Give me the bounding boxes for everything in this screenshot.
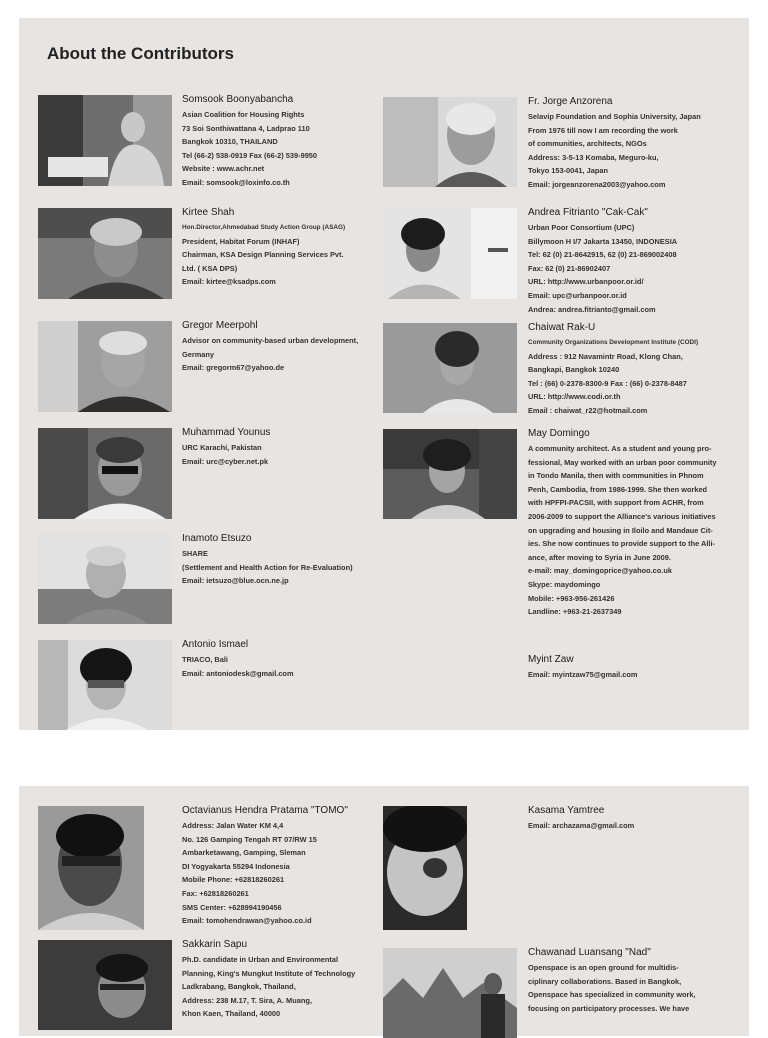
contributor-line: ies. She now continues to provide support to the Alli- [528, 539, 715, 549]
contributor-line: 73 Soi Sonthiwattana 4, Ladprao 110 [182, 123, 310, 133]
contributor-line: TRIACO, Bali [182, 655, 228, 664]
contributor-line: President, Habitat Forum (INHAF) [182, 236, 300, 246]
contributor-photo-may [383, 429, 517, 519]
contributor-line: URC Karachi, Pakistan [182, 443, 262, 452]
contributor-line: Address: 3-5-13 Komaba, Meguro-ku, [528, 152, 659, 162]
contributor-info [528, 655, 728, 682]
contributor-photo-andrea [383, 208, 517, 299]
contributor-line: Fax: +62818260261 [182, 888, 249, 898]
contributor-line: A community architect. As a student and young pro- [528, 444, 712, 453]
contributor-line: DI Yogyakarta 55294 Indonesia [182, 861, 290, 871]
contributor-name: Chawanad Luansang "Nad" [528, 947, 651, 958]
contributor-photo-kirtee [38, 208, 172, 299]
contributor-photo-anzorena [383, 97, 517, 187]
contributor-line: Address: 238 M.17, T. Sira, A. Muang, [182, 995, 312, 1005]
contributor-name: Somsook Boonyabancha [182, 94, 294, 105]
contributor-line: Khon Kaen, Thailand, 40000 [182, 1009, 281, 1019]
contributor-contact: Skype: maydomingo [528, 579, 601, 589]
contributor-line: Website : www.achr.net [182, 164, 265, 174]
contributor-photo-gregor [38, 321, 172, 412]
contributor-line: Planning, King's Mungkut Institute of Technology [182, 968, 356, 978]
contributor-photo-kasama [383, 806, 467, 930]
contributor-info [182, 95, 382, 190]
contributor-line: Bangkok 10310, THAILAND [182, 137, 278, 147]
contributor-line: Billymoon H I/7 Jakarta 13450, INDONESIA [528, 236, 678, 246]
contributor-photo-antonio [38, 640, 172, 730]
contributor-line: Community Organizations Development Institute (CODI) [528, 339, 699, 346]
contributor-line: Asian Coalition for Housing Rights [182, 110, 305, 119]
contributor-info [182, 940, 373, 1021]
contributor-line: Tel (66-2) 538-0919 Fax (66-2) 539-9950 [182, 150, 318, 160]
contributor-line: on upgrading and housing in Iloilo and Mandaue Cit- [528, 525, 713, 535]
contributor-line: Email: archazama@gmail.com [528, 821, 635, 830]
contributor-name: Chaiwat Rak-U [528, 322, 596, 333]
contributor-name: May Domingo [528, 428, 590, 439]
contributor-photo-younus [38, 428, 172, 519]
contributors-panel-continued [19, 786, 749, 1036]
contributor-line: No. 126 Gamping Tengah RT 07/RW 15 [182, 834, 317, 844]
contributor-name: Antonio Ismael [182, 639, 249, 650]
contributor-line: Address: Jalan Water KM 4,4 [182, 821, 284, 830]
contributor-line: Mobile Phone: +62818260261 [182, 875, 285, 885]
contributor-line: Hon.Director,Ahmedabad Study Action Group (ASAG) [182, 224, 346, 231]
contributor-line: Email: upc@urbanpoor.or.id [528, 290, 627, 300]
contributor-line: Tokyo 153-0041, Japan [528, 166, 608, 176]
contributor-info [182, 534, 387, 588]
contributor-line: focusing on participatory processes. We have [528, 1003, 690, 1013]
contributor-line: Advisor on community-based urban development, [182, 336, 359, 345]
contributor-line: Tel : (66) 0-2378-8300-9 Fax : (66) 0-2378-8487 [528, 378, 687, 388]
contributor-name: Gregor Meerpohl [182, 320, 258, 331]
contributor-line: URL: http://www.urbanpoor.or.id/ [528, 277, 644, 287]
contributor-name: Andrea Fitrianto "Cak-Cak" [528, 207, 648, 218]
contributor-photo-sakkarin [38, 940, 172, 1030]
contributor-line: Selavip Foundation and Sophia University, Japan [528, 112, 701, 121]
contributor-line: Ambarketawang, Gamping, Sleman [182, 848, 306, 858]
contributor-info [182, 806, 382, 928]
contributor-line: Email: myintzaw75@gmail.com [528, 670, 638, 679]
contributor-contact: e-mail: may_domingoprice@yahoo.co.uk [528, 566, 672, 576]
contributor-line: Email: urc@cyber.net.pk [182, 456, 269, 466]
contributor-line: SHARE [182, 549, 208, 558]
contributor-line: Email: somsook@loxinfo.co.th [182, 177, 290, 187]
contributor-line: Email: gregorm67@yahoo.de [182, 363, 285, 373]
contributor-line: ance, after moving to Syria in June 2009. [528, 552, 671, 562]
contributor-line: ciplinary collaborations. Based in Bangkok, [528, 976, 682, 986]
contributor-line: fessional, May worked with an urban poor community [528, 457, 717, 467]
contributor-line: Address : 912 Navamintr Road, Klong Chan, [528, 351, 683, 361]
section-title: About the Contributors [47, 44, 234, 63]
contributor-name: Octavianus Hendra Pratama "TOMO" [182, 805, 348, 816]
contributor-line: Email: tomohendrawan@yahoo.co.id [182, 916, 312, 926]
contributor-contact: Landline: +963-21-2637349 [528, 607, 622, 617]
contributor-name: Inamoto Etsuzo [182, 533, 252, 544]
contributor-photo-chaiwat [383, 323, 517, 413]
contributor-line: Penh, Cambodia, from 1986-1999. She then worked [528, 484, 708, 494]
contributor-name: Kasama Yamtree [528, 805, 605, 816]
contributor-name: Fr. Jorge Anzorena [528, 96, 613, 107]
contributor-line: Bangkapi, Bangkok 10240 [528, 365, 620, 375]
contributor-line: Tel: 62 (0) 21-8642915, 62 (0) 21-869002408 [528, 250, 677, 260]
contributor-info [528, 208, 743, 316]
contributor-info [528, 806, 728, 833]
contributor-photo-somsook [38, 95, 172, 186]
contributor-name: Sakkarin Sapu [182, 939, 248, 950]
contributor-name: Kirtee Shah [182, 207, 235, 218]
contributor-info [182, 640, 382, 680]
contributor-info [528, 948, 719, 1015]
contributor-line: Email: antoniodesk@gmail.com [182, 668, 294, 678]
contributor-info [182, 208, 382, 289]
contributor-line: Email: kirtee@ksadps.com [182, 277, 276, 287]
contributor-info [182, 428, 382, 468]
contributor-line: Ladkrabang, Bangkok, Thailand, [182, 982, 296, 992]
contributor-photo-inamoto [38, 534, 172, 624]
contributor-line: 2006-2009 to support the Alliance's various initiatives [528, 511, 716, 521]
contributor-line: Chairman, KSA Design Planning Services Pvt. [182, 250, 344, 260]
contributor-info [528, 97, 743, 192]
contributor-info [528, 429, 719, 619]
contributor-photo-chawanad [383, 948, 517, 1038]
contributor-line: Openspace is an open ground for multidis- [528, 963, 679, 972]
contributor-line: Urban Poor Consortium (UPC) [528, 223, 635, 232]
contributor-info [182, 321, 382, 375]
contributor-line: Email: jorgeanzorena2003@yahoo.com [528, 179, 666, 189]
contributor-name: Myint Zaw [528, 654, 574, 665]
contributor-line: Email : chaiwat_r22@hotmail.com [528, 405, 648, 415]
contributor-line: (Settlement and Health Action for Re-Evaluation) [182, 562, 353, 572]
contributor-contact: Mobile: +963-956-261426 [528, 593, 615, 603]
contributor-line: Email: ietsuzo@blue.ocn.ne.jp [182, 576, 289, 586]
contributor-line: Fax: 62 (0) 21-86902407 [528, 263, 611, 273]
contributor-name: Muhammad Younus [182, 427, 271, 438]
contributor-line: SMS Center: +628994190456 [182, 902, 282, 912]
contributor-line: Ltd. ( KSA DPS) [182, 263, 238, 273]
contributor-line: Germany [182, 349, 215, 359]
contributor-line: Ph.D. candidate in Urban and Environmental [182, 955, 339, 964]
contributor-line: in Tondo Manila, then with communities in Phnom [528, 471, 704, 481]
contributor-line: From 1976 till now I am recording the work [528, 125, 678, 135]
contributor-line: of communities, architects, NGOs [528, 139, 647, 149]
contributor-line: URL: http://www.codi.or.th [528, 392, 621, 402]
contributor-photo-tomo [38, 806, 144, 930]
contributors-panel [19, 18, 749, 730]
contributor-line: with HPFPI-PACSII, with support from ACHR, from [528, 498, 704, 508]
contributor-line: Openspace has specialized in community work, [528, 990, 696, 1000]
contributor-line: Andrea: andrea.fitrianto@gmail.com [528, 304, 656, 314]
contributor-info [528, 323, 743, 418]
